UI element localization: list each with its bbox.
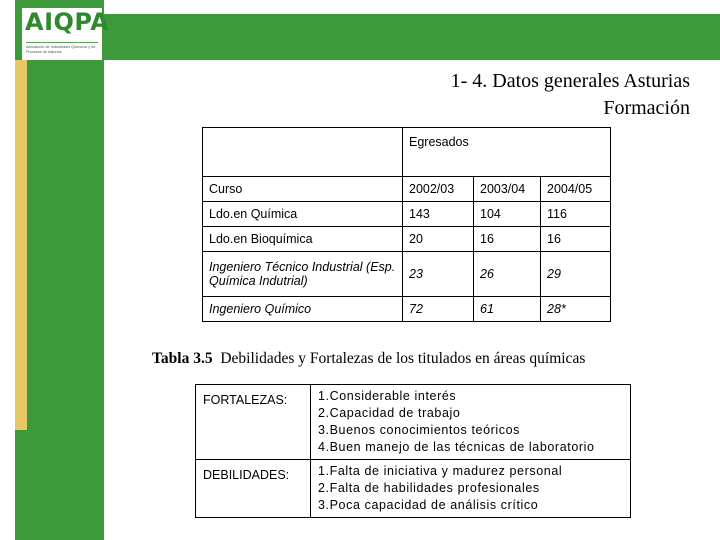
table-header-row (203, 177, 611, 202)
table-cell: 143 (403, 202, 474, 227)
table-cell: 20 (403, 227, 474, 252)
left-yellow-strip (15, 60, 27, 430)
list-item: 3.Buenos conocimientos teóricos (318, 423, 521, 437)
table-cell: 61 (474, 297, 541, 322)
row-label: Ingeniero Técnico Industrial (Esp. Química Indutrial) (203, 252, 403, 297)
page-title (451, 68, 690, 122)
table-cell: 104 (474, 202, 541, 227)
left-green-bar (15, 0, 104, 540)
row-label: Ldo.en Química (203, 202, 403, 227)
list-item: 3.Poca capacidad de análisis crítico (318, 498, 539, 512)
list-item: 2.Falta de habilidades profesionales (318, 481, 540, 495)
graduates-table (202, 127, 611, 322)
table-cell: 28* (541, 297, 611, 322)
weaknesses-list (311, 460, 631, 518)
caption-prefix: Tabla 3.5 (152, 350, 213, 367)
table-cell: 72 (403, 297, 474, 322)
list-item: 2.Capacidad de trabajo (318, 406, 461, 420)
table-row (203, 297, 611, 322)
strengths-list (311, 385, 631, 460)
column-header: 2004/05 (541, 177, 611, 202)
table-row (196, 460, 631, 518)
table-cell: 26 (474, 252, 541, 297)
swot-table (195, 384, 631, 518)
column-header: 2002/03 (403, 177, 474, 202)
caption-text: Debilidades y Fortalezas de los titulados en áreas químicas (220, 350, 586, 367)
table-row (203, 227, 611, 252)
logo-subtitle: Asociación de Industriales Químicos y de Procesos de Asturias (26, 45, 96, 54)
group-header-egresados: Egresados (403, 128, 611, 177)
row-label: Ingeniero Químico (203, 297, 403, 322)
row-label: Ldo.en Bioquímica (203, 227, 403, 252)
title-line-2: Formación (603, 97, 690, 119)
table-cell: 23 (403, 252, 474, 297)
list-item: 1.Considerable interés (318, 389, 457, 403)
column-header: 2003/04 (474, 177, 541, 202)
table-caption (152, 350, 585, 368)
table-group-header-row (203, 128, 611, 177)
table-cell: 16 (541, 227, 611, 252)
table-row (203, 202, 611, 227)
aiqpa-logo (22, 8, 110, 60)
row-label: DEBILIDADES: (196, 460, 311, 518)
logo-wordmark: AIQPA (25, 8, 110, 36)
column-header: Curso (203, 177, 403, 202)
table-cell: 116 (541, 202, 611, 227)
table-cell-empty (203, 128, 403, 177)
table-cell: 16 (474, 227, 541, 252)
list-item: 4.Buen manejo de las técnicas de laboratorio (318, 440, 595, 454)
header-green-band (104, 14, 720, 60)
table-row (196, 385, 631, 460)
table-cell: 29 (541, 252, 611, 297)
title-line-1: 1- 4. Datos generales Asturias (450, 70, 690, 92)
logo-divider (26, 42, 98, 43)
table-row (203, 252, 611, 297)
row-label: FORTALEZAS: (196, 385, 311, 460)
list-item: 1.Falta de iniciativa y madurez personal (318, 464, 563, 478)
